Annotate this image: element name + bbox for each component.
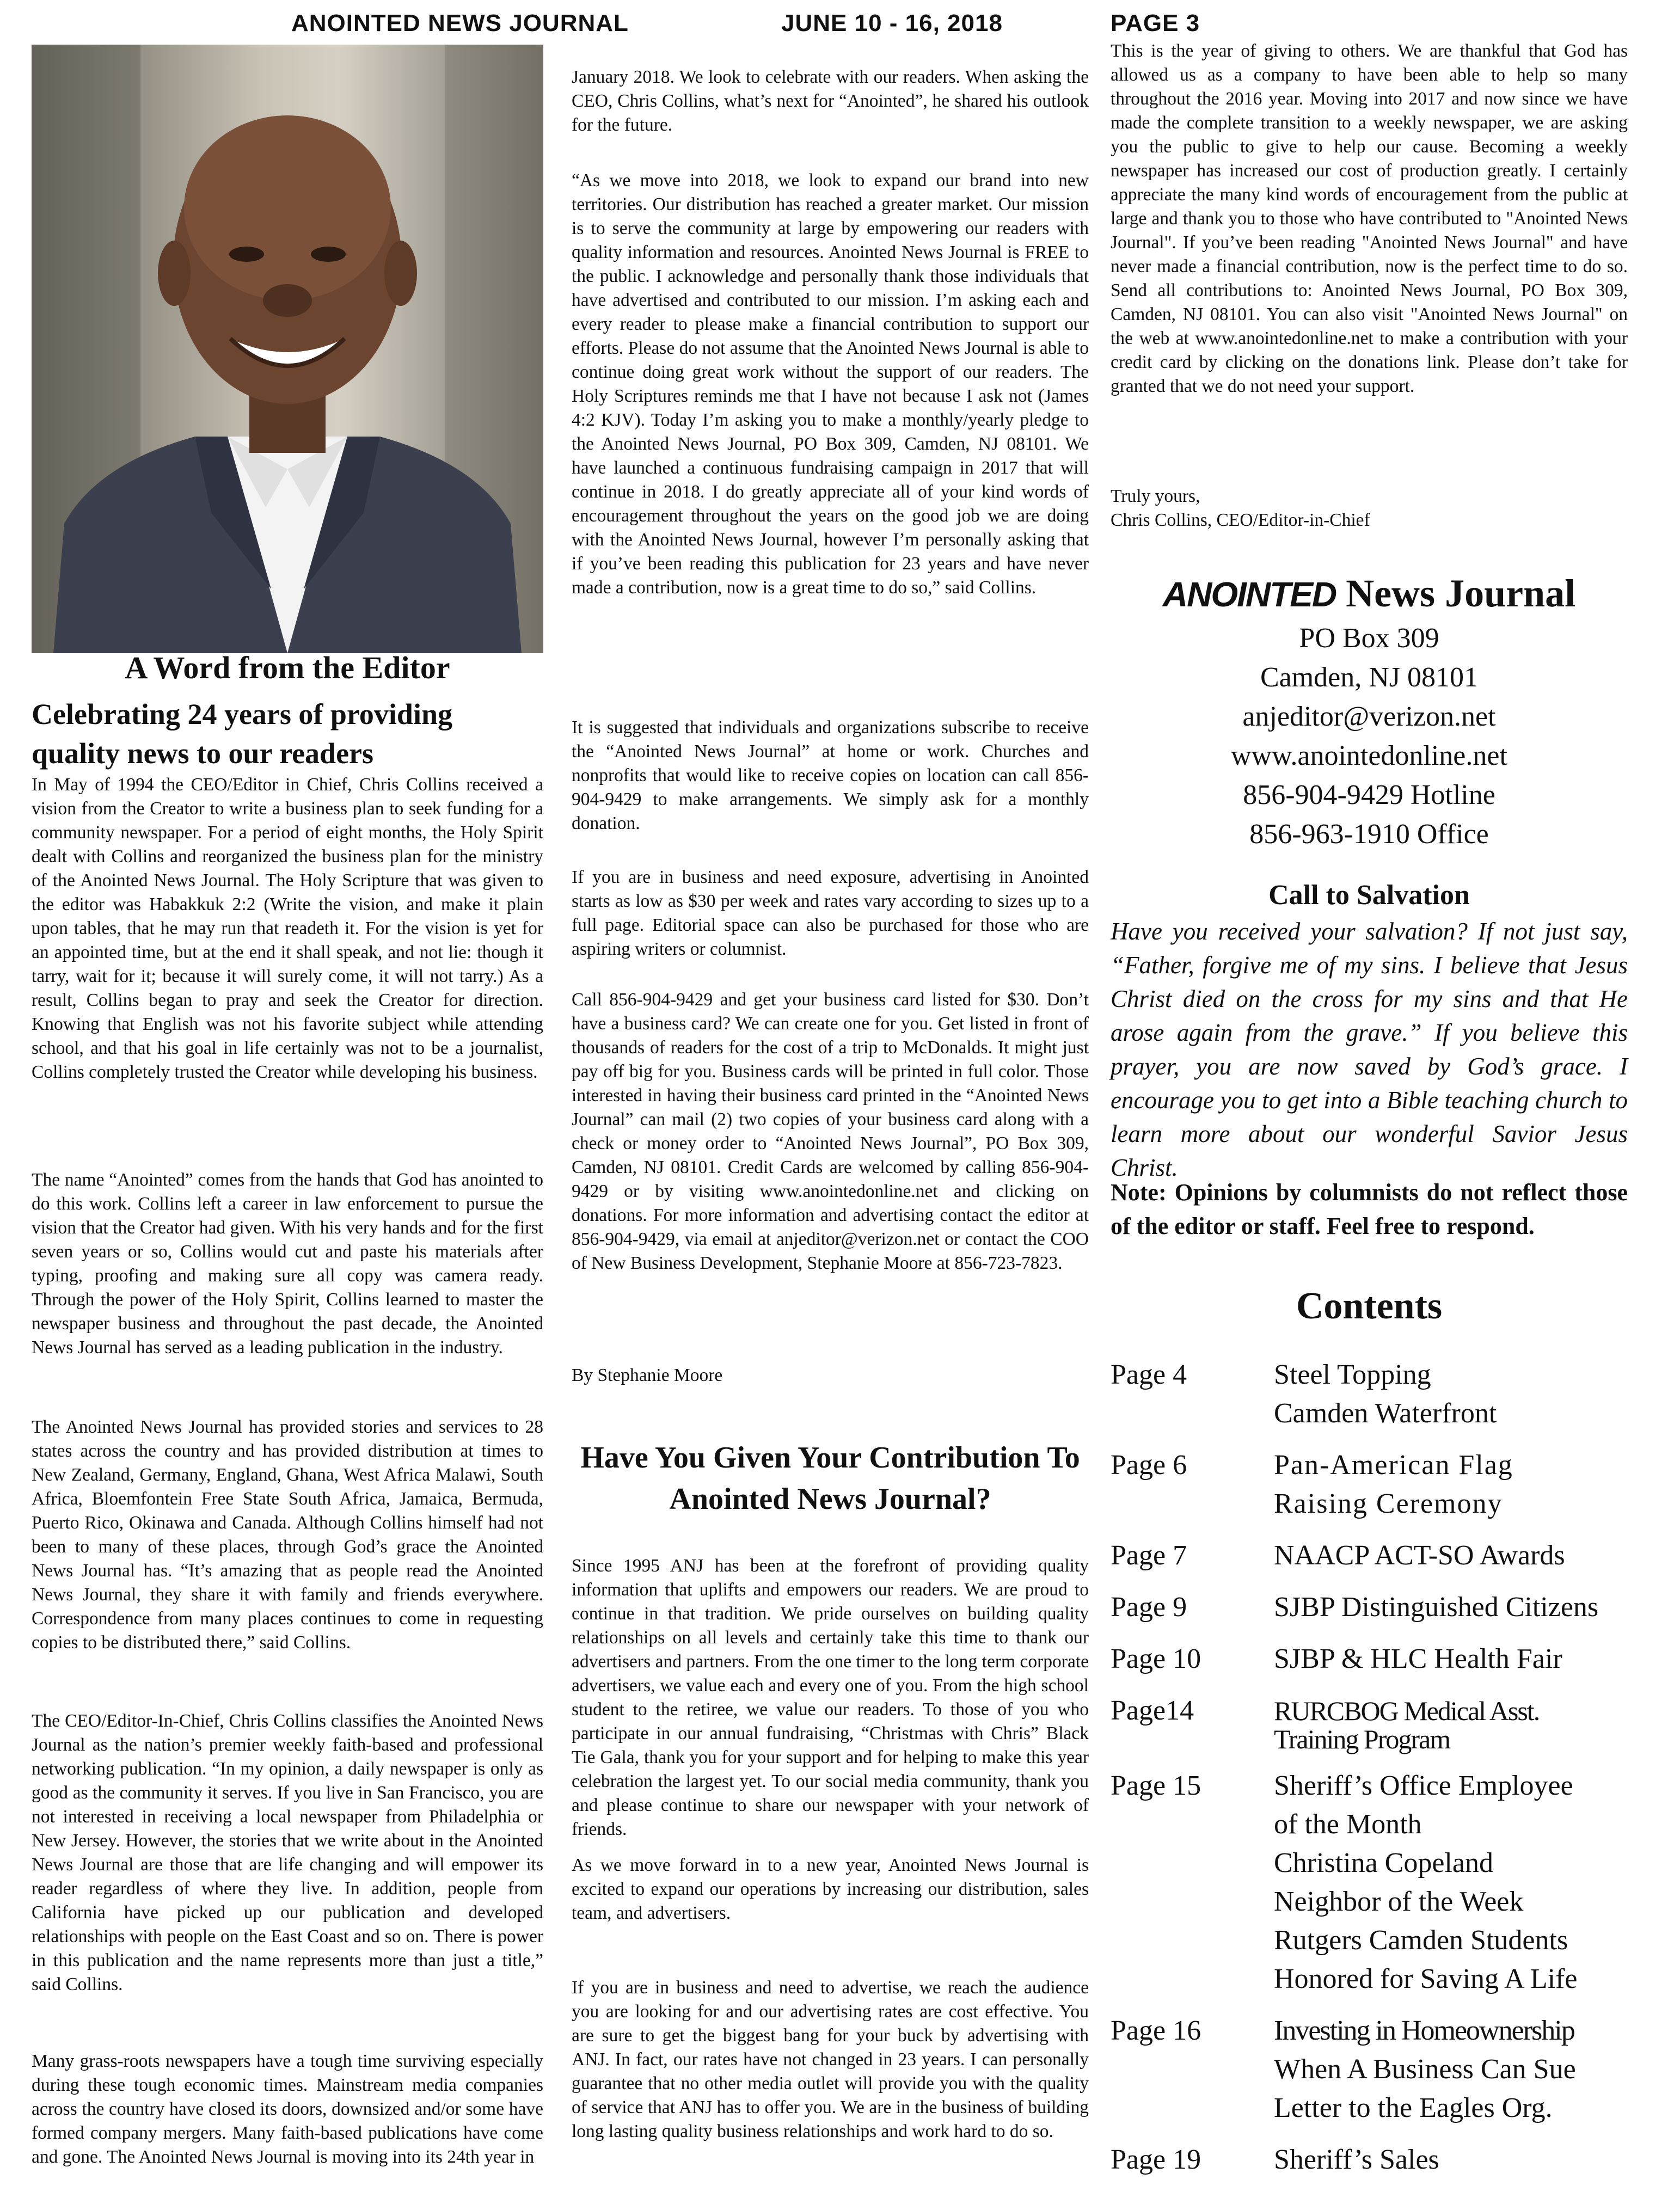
masthead-hotline: 856-904-9429 Hotline: [1243, 779, 1495, 811]
contribution-paragraph: Since 1995 ANJ has been at the forefront of providing quality information that uplifts and empowers our readers. We are proud to continue in that tradition. We pride ourselves on building quality relationships on all levels and certainly take this time to thank our advertisers and partners. From the one timer to the long term corporate advertisers, we value each and every one of you. From the high school student to the retiree, we value our readers. To those of you who participate in our annual fundraising, “Christmas with Chris” Black Tie Gala, thank you for your support and for helping to make this year celebration the largest yet. To our social media community, thank you and please continue to share our newspaper with your network of friends.: [572, 1556, 1089, 1839]
editor-paragraph: The name “Anointed” comes from the hands that God has anointed to do this work. Collins left a career in law enforcement to pursue the vision that the Creator had given. With his very hands and for the first seven years or so, Collins would cut and paste his materials after typing, proofing and making sure all copy was camera ready. Through the power of the Holy Spirit, Collins learned to master the newspaper business and throughout the past decade, the Anointed News Journal has served as a leading publication in the industry.: [32, 1170, 543, 1358]
contents-entry: [1111, 1640, 1650, 1678]
middle-paragraph: It is suggested that individuals and organizations subscribe to receive the “Anointed News Journal” at home or work. Churches and nonprofits that would like to receive copies on location can call 856-904-9429 to make arrangements. We simply ask for a monthly donation.: [572, 717, 1089, 833]
middle-paragraph: Call 856-904-9429 and get your business card listed for $30. Don’t have a business card? We can create one for you. Get listed in front of thousands of readers for the cost of a trip to McDonalds. It might just pay off big for you. Business cards will be printed in full color. Those interested in having their business card printed in the “Anointed News Journal” can mail (2) two copies of your business card along with a check or money order to “Anointed News Journal”, PO Box 309, Camden, NJ 08101. Credit Cards are welcomed by calling 856-904-9429 or by visiting www.anointedonline.net and clicking on donations. For more information and advertising contact the editor at 856-904-9429, via email at anjeditor@verizon.net or contact the COO of New Business Development, Stephanie Moore at 856-723-7823.: [572, 990, 1089, 1273]
contents-item: Christina Copeland: [1274, 1847, 1493, 1878]
journal-header-title: ANOINTED NEWS JOURNAL: [291, 10, 629, 36]
signature: Chris Collins, CEO/Editor-in-Chief: [1111, 510, 1370, 530]
contents-item: Honored for Saving A Life: [1274, 1963, 1578, 1994]
contents-page-number: Page 9: [1111, 1592, 1187, 1623]
salvation-text: Have you received your salvation? If not just say, “Father, forgive me of my sins. I believe that Jesus Christ died on the cross for my sins and that He arose again from the grave.” If you believe this prayer, you are now saved by God’s grace. I encourage you to get into a Bible teaching church to learn more about our wonderful Savior Jesus Christ.: [1111, 918, 1628, 1181]
masthead-website: www.anointedonline.net: [1231, 740, 1507, 771]
contents-page-number: Page 10: [1111, 1643, 1201, 1674]
masthead-email: anjeditor@verizon.net: [1242, 701, 1496, 732]
editor-article-subtitle: Celebrating 24 years of providing quality news to our readers: [32, 698, 452, 770]
contents-item: Neighbor of the Week: [1274, 1886, 1524, 1917]
issue-date: JUNE 10 - 16, 2018: [781, 10, 1003, 36]
contents-entry: [1111, 1766, 1650, 1998]
contents-item: When A Business Can Sue: [1274, 2054, 1576, 2085]
contents-page-number: Page 16: [1111, 2015, 1201, 2046]
masthead-title-rest: News Journal: [1346, 572, 1576, 615]
masthead-po-box: PO Box 309: [1299, 623, 1439, 654]
contents-item: Training Program: [1274, 1724, 1450, 1754]
contribution-paragraph: If you are in business and need to advertise, we reach the audience you are looking for and our advertising rates are cost effective. You are sure to get the biggest bang for your buck by advertising with ANJ. In fact, our rates have not changed in 23 years. I can personally guarantee that no other media outlet will provide you with the quality of service that ANJ has to offer you. We are in the business of building long lasting quality business relationships and work hard to do so.: [572, 1978, 1089, 2141]
contents-entry: [1111, 1691, 1650, 1753]
editor-paragraph: In May of 1994 the CEO/Editor in Chief, Chris Collins received a vision from the Creator to write a business plan to seek funding for a community newspaper. For a period of eight months, the Holy Spirit dealt with Collins and reorganized the business plan for the ministry of the Anointed News Journal. The Holy Scripture that was given to the editor was Habakkuk 2:2 (Write the vision, and make it plain upon tables, that he may run that readeth it. For the vision is yet for an appointed time, but at the end it shall speak, and not lie: though it tarry, wait for it; because it will surely come, it will not tarry.) As a result, Collins began to pray and seek the Creator for direction. Knowing that English was not his favorite subject while attending school, and that his goal in life certainly was not to be a journalist, Collins completely trusted the Creator while developing his business.: [32, 775, 543, 1082]
contents-item: Steel Topping: [1274, 1359, 1431, 1390]
contents-page-number: Page 4: [1111, 1359, 1187, 1390]
contents-item: Investing in Homeownership: [1274, 2015, 1574, 2046]
page-number: PAGE 3: [1111, 10, 1200, 36]
contents-item: SJBP Distinguished Citizens: [1274, 1592, 1599, 1623]
masthead-title: [1111, 569, 1628, 619]
contents-item: RURCBOG Medical Asst.: [1274, 1696, 1540, 1726]
contribution-paragraph: As we move forward in to a new year, Anointed News Journal is excited to expand our operations by increasing our distribution, sales team, and advertisers.: [572, 1855, 1089, 1923]
contents-item: Sheriff’s Sales: [1274, 2144, 1439, 2175]
editor-article-title: A Word from the Editor: [125, 650, 450, 685]
contents-item: Raising Ceremony: [1274, 1488, 1503, 1519]
signoff: Truly yours,: [1111, 486, 1200, 506]
contents-page-number: Page 7: [1111, 1540, 1187, 1571]
middle-paragraph: If you are in business and need exposure, advertising in Anointed starts as low as $30 per week and rates vary according to sizes up to a full page. Editorial space can also be purchased for those who are aspiring writers or columnist.: [572, 867, 1089, 959]
contents-item: Letter to the Eagles Org.: [1274, 2092, 1553, 2123]
opinion-note: Note: Opinions by columnists do not reflect those of the editor or staff. Feel free to respond.: [1111, 1179, 1628, 1239]
byline: By Stephanie Moore: [572, 1365, 723, 1385]
contents-item: Rutgers Camden Students: [1274, 1925, 1568, 1956]
contents-item: SJBP & HLC Health Fair: [1274, 1643, 1562, 1674]
editor-paragraph: Many grass-roots newspapers have a tough time surviving especially during these tough economic times. Mainstream media companies across the country have closed its doors, downsized and/or some have formed company mergers. Many faith-based publications have come and gone. The Anointed News Journal is moving into its 24th year in: [32, 2051, 543, 2167]
masthead-brand-logo: ANOINTED: [1162, 575, 1336, 614]
salvation-title: Call to Salvation: [1268, 880, 1470, 911]
contribution-article-title: Have You Given Your Contribution To Anointed News Journal?: [580, 1441, 1080, 1516]
contents-page-number: Page14: [1111, 1695, 1194, 1726]
contents-item: Sheriff’s Office Employee: [1274, 1770, 1573, 1801]
contents-entry: [1111, 2140, 1650, 2179]
contents-page-number: Page 15: [1111, 1770, 1201, 1801]
contents-item: Camden Waterfront: [1274, 1398, 1497, 1429]
contents-page-number: Page 6: [1111, 1450, 1187, 1481]
contents-entry: [1111, 1536, 1650, 1575]
editor-paragraph: The CEO/Editor-In-Chief, Chris Collins classifies the Anointed News Journal as the nation’s premier weekly faith-based and professional networking publication. “In my opinion, a daily newspaper is only as good as the community it serves. If you live in San Francisco, you are not interested in receiving a local newspaper from Philadelphia or New Jersey. However, the stories that we write about in the Anointed News Journal are those that are life changing and will empower its reader regardless of where they live. In addition, people from California have picked up our publication and developed relationships with people on the East Coast and so on. There is power in this publication and the name represents more than just a title,” said Collins.: [32, 1711, 543, 1994]
middle-paragraph: “As we move into 2018, we look to expand our brand into new territories. Our distribution has reached a greater market. Our mission is to serve the community at large by empowering our readers with quality information and resources. Anointed News Journal is FREE to the public. I acknowledge and personally thank those individuals that have advertised and contributed to our mission. I’m asking each and every reader to please make a financial contribution to support our efforts. Please do not assume that the Anointed News Journal is able to continue doing great work without the support of our readers. The Holy Scriptures reminds me that I have not because I ask not (James 4:2 KJV). Today I’m asking you to make a monthly/yearly pledge to the Anointed News Journal, PO Box 309, Camden, NJ 08101. We have launched a continuous fundraising campaign in 2017 that will continue in 2018. I do greatly appreciate all of your kind words of encouragement throughout the years on the good job we are doing with the Anointed News Journal, however I’m personally asking that if you’ve been reading this publication for 23 years and have never made a contribution, now is a great time to do so,” said Collins.: [572, 170, 1089, 598]
contents-list: [1111, 1355, 1650, 2179]
masthead-block: [1111, 569, 1628, 854]
masthead-city: Camden, NJ 08101: [1260, 662, 1479, 693]
giving-paragraph: This is the year of giving to others. We are thankful that God has allowed us as a company to have been able to help so many throughout the 2016 year. Moving into 2017 and now since we have made the complete transition to a weekly newspaper, we are asking you the public to give to help our cause. Becoming a weekly newspaper has increased our cost of production greatly. I certainly appreciate the many kind words of encouragement from the public at large and thank you to those who have contributed to "Anointed News Journal". If you’ve been reading "Anointed News Journal" and have never made a financial contribution, now is the perfect time to do so. Send all contributions to: Anointed News Journal, PO Box 309, Camden, NJ 08101. You can also visit "Anointed News Journal" on the web at www.anointedonline.net to make a contribution with your credit card by clicking on the donations link. Please don’t take for granted that we do not need your support.: [1111, 41, 1628, 396]
editor-paragraph: The Anointed News Journal has provided stories and services to 28 states across the country and has provided distribution at times to New Zealand, Germany, England, Ghana, West Africa Malawi, South Africa, Bloemfontein Free State South Africa, Jamaica, Bermuda, Puerto Rico, Okinawa and Canada. Although Collins himself had not been to many of these places, through God’s grace the Anointed News Journal has. “It’s amazing that as people read the Anointed News Journal, they share it with family and friends everywhere. Correspondence from many places continues to come in requesting copies to be distributed there,” said Collins.: [32, 1417, 543, 1653]
middle-paragraph: January 2018. We look to celebrate with our readers. When asking the CEO, Chris Collins, what’s next for “Anointed”, he shared his outlook for the future.: [572, 67, 1089, 135]
contents-title: Contents: [1296, 1285, 1443, 1327]
contents-item: of the Month: [1274, 1809, 1422, 1840]
editor-photo: [32, 45, 543, 653]
contents-item: NAACP ACT-SO Awards: [1274, 1540, 1565, 1571]
contents-item: Pan-American Flag: [1274, 1450, 1513, 1481]
contents-entry: [1111, 1446, 1650, 1523]
contents-entry: [1111, 1588, 1650, 1626]
contents-entry: [1111, 1355, 1650, 1433]
contents-page-number: Page 19: [1111, 2144, 1201, 2175]
contents-entry: [1111, 2011, 1650, 2127]
masthead-office-phone: 856-963-1910 Office: [1249, 819, 1489, 850]
